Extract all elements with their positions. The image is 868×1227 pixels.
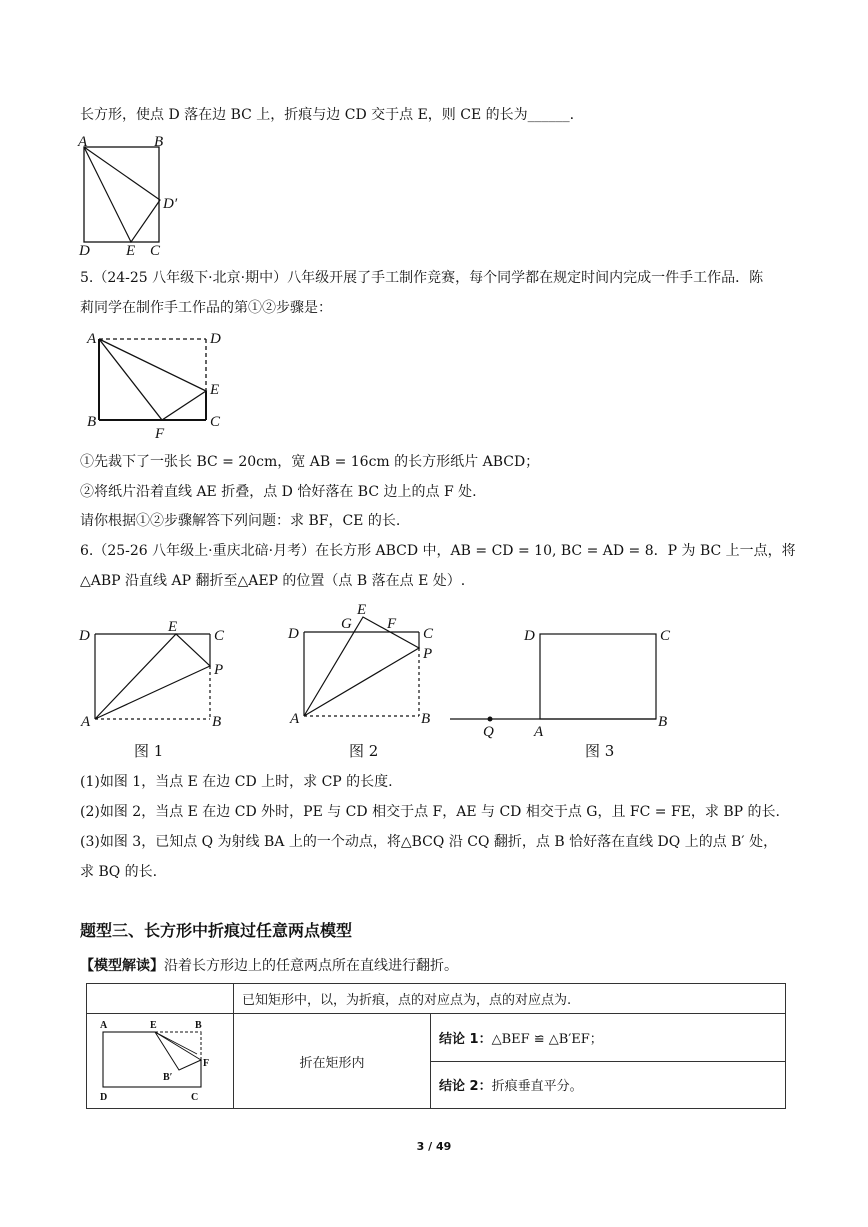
model-text: 沿着长方形边上的任意两点所在直线进行翻折。 — [164, 958, 458, 974]
fig3-label-a: A — [534, 724, 544, 740]
q6-part2: (2)如图 2，当点 E 在边 CD 外时，PE 与 CD 相交于点 F，AE 与 CD 相交于点 G，且 FC = FE，求 BP 的长. — [80, 804, 780, 820]
fig-q5 — [82, 326, 232, 444]
fig-q4-label-e: E — [126, 243, 136, 259]
fig1-caption: 图 1 — [134, 742, 164, 760]
fig2-label-b: B — [421, 711, 431, 727]
table-conclusion-2 — [431, 1061, 786, 1109]
fig-q5-label-e: E — [210, 382, 220, 398]
fig1-label-d: D — [79, 628, 90, 644]
q6-part1: (1)如图 1，当点 E 在边 CD 上时，求 CP 的长度. — [80, 774, 393, 790]
fig-q4-label-a: A — [78, 134, 88, 150]
fig-q4-label-b: B — [154, 134, 164, 150]
fig-q4-label-dprime: D′ — [163, 196, 178, 212]
table-conclusion-1 — [431, 1014, 786, 1062]
q6-part4: 求 BQ 的长. — [80, 864, 158, 880]
fig-q4 — [74, 132, 194, 260]
model-table — [86, 983, 786, 1109]
q5-line1: 5.（24-25 八年级下·北京·期中）八年级开展了手工制作竞赛，每个同学都在规定时间内完成一件手工作品．陈 — [80, 270, 764, 286]
fig2-label-e: E — [357, 602, 367, 618]
q5-step2: ②将纸片沿着直线 AE 折叠，点 D 恰好落在 BC 边上的点 F 处. — [80, 484, 477, 500]
page-number: 3 / 49 — [416, 1140, 452, 1153]
section-title: 题型三、长方形中折痕过任意两点模型 — [80, 921, 353, 940]
fig2-caption: 图 2 — [349, 742, 379, 760]
fig-q5-label-b: B — [87, 414, 97, 430]
fig1-label-e: E — [168, 619, 178, 635]
fig3-label-d: D — [524, 628, 535, 644]
fig-q5-label-f: F — [155, 426, 165, 442]
fig2-label-a: A — [290, 711, 300, 727]
fig3-label-c: C — [660, 628, 671, 644]
tfig-label-d: D — [100, 1092, 108, 1103]
fig2-label-c: C — [423, 626, 434, 642]
model-explanation — [80, 955, 458, 975]
fig1-label-b: B — [212, 714, 222, 730]
fig2-label-p: P — [423, 646, 433, 662]
fig1-label-p: P — [214, 662, 224, 678]
fig2-label-d: D — [288, 626, 299, 642]
tfig-label-c: C — [191, 1092, 199, 1103]
fig3-caption: 图 3 — [585, 742, 615, 760]
fig-q5-label-d: D — [210, 331, 221, 347]
conclusion-1-text: △BEF ≌ △B′EF； — [491, 1031, 603, 1047]
tfig-label-a: A — [100, 1020, 108, 1031]
q4-text: 长方形，使点 D 落在边 BC 上，折痕与边 CD 交于点 E，则 CE 的长为______. — [80, 107, 575, 123]
fig1-label-a: A — [81, 714, 91, 730]
fig2-label-f: F — [387, 616, 397, 632]
table-figure — [87, 1014, 217, 1104]
q6-line2: △ABP 沿直线 AP 翻折至△AEP 的位置（点 B 落在点 E 处）. — [80, 573, 466, 589]
conclusion-1-label: 结论 1： — [439, 1031, 492, 1047]
model-label: 【模型解读】 — [80, 958, 164, 974]
fig-q4-label-d: D — [79, 243, 90, 259]
table-header-empty — [87, 984, 234, 1014]
fig-q5-label-c: C — [210, 414, 221, 430]
tfig-label-bprime: B′ — [163, 1072, 173, 1083]
table-figure-cell — [87, 1014, 234, 1109]
fig-q4-label-c: C — [150, 243, 161, 259]
table-header: 已知矩形中，以，为折痕，点的对应点为，点的对应点为. — [234, 984, 786, 1014]
q6-part3: (3)如图 3，已知点 Q 为射线 BA 上的一个动点，将△BCQ 沿 CQ 翻折，点 B 恰好落在直线 DQ 上的点 B′ 处， — [80, 834, 778, 850]
conclusion-2-label: 结论 2： — [439, 1079, 492, 1095]
fig3-label-b: B — [658, 714, 668, 730]
tfig-label-b: B — [195, 1020, 202, 1031]
fig3-label-q: Q — [483, 724, 494, 740]
q5-step1: ①先裁下了一张长 BC = 20cm，宽 AB = 16cm 的长方形纸片 ABCD； — [80, 454, 540, 470]
fig-q5-label-a: A — [87, 331, 97, 347]
fig-3 — [450, 616, 690, 766]
fig-1 — [76, 616, 236, 766]
fig-2 — [285, 600, 445, 766]
table-case: 折在矩形内 — [234, 1014, 431, 1109]
fig2-label-g: G — [341, 616, 352, 632]
conclusion-2-text: 折痕垂直平分。 — [491, 1079, 583, 1095]
q5-line2: 莉同学在制作手工作品的第①②步骤是： — [80, 300, 332, 316]
q6-line1: 6.（25-26 八年级上·重庆北碚·月考）在长方形 ABCD 中，AB = CD = 10, BC = AD = 8．P 为 BC 上一点，将 — [80, 543, 796, 559]
fig1-label-c: C — [214, 628, 225, 644]
tfig-label-e: E — [150, 1020, 157, 1031]
tfig-label-f: F — [203, 1058, 210, 1069]
q5-ask: 请你根据①②步骤解答下列问题：求 BF，CE 的长. — [80, 513, 401, 529]
